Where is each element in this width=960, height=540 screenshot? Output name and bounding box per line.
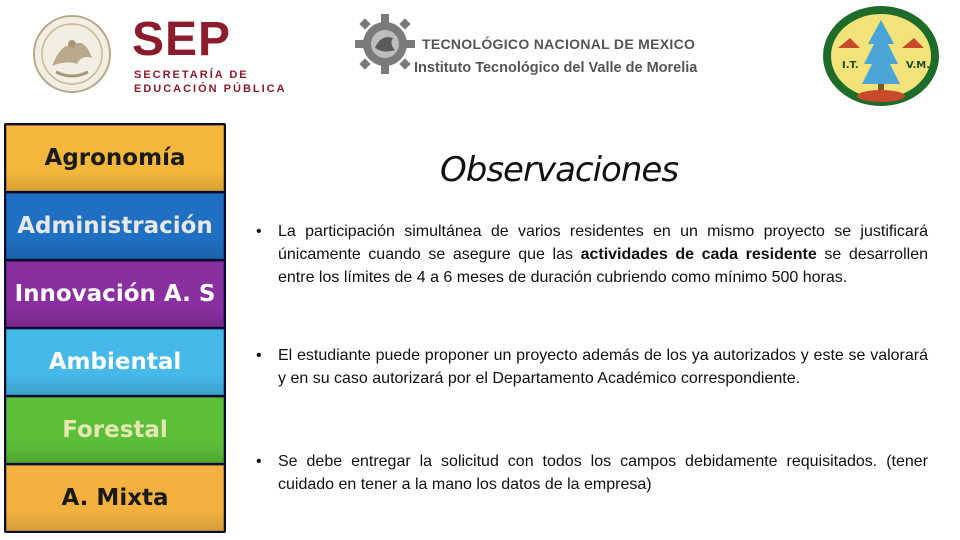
list-item [254, 220, 928, 289]
menu-item-label: Forestal [62, 417, 168, 443]
sep-logo [132, 14, 312, 94]
menu-item-innovacion[interactable] [6, 261, 224, 327]
menu-item-forestal[interactable] [6, 397, 224, 463]
menu-item-label: A. Mixta [61, 485, 169, 511]
tecnm-gear-logo [355, 12, 415, 76]
menu-item-agronomia[interactable] [6, 125, 224, 191]
bullet-text-post: se desarrollen entre los límites de 4 a 6 meses de duración cubriendo como mínimo 500 horas. [278, 246, 928, 286]
tecnm-subtitle: Instituto Tecnológico del Valle de Morelia [414, 60, 698, 76]
itvm-letters-left: I.T. [842, 60, 859, 71]
menu-item-label: Administración [17, 213, 213, 239]
mexico-seal-logo [22, 14, 122, 94]
menu-item-label: Agronomía [44, 145, 186, 171]
sep-subtitle-line2: EDUCACIÓN PÚBLICA [134, 83, 287, 95]
sep-subtitle-line1: SECRETARÍA DE [134, 69, 249, 81]
bullet-text: El estudiante puede proponer un proyecto además de los ya autorizados y este se valorará y en su caso autorizará por el Departamento Académico correspondiente. [278, 347, 928, 387]
page-title: Observaciones [440, 150, 679, 190]
itvm-logo [820, 4, 942, 108]
menu-item-administracion[interactable] [6, 193, 224, 259]
tecnm-title: TECNOLÓGICO NACIONAL DE MEXICO [422, 36, 696, 52]
menu-item-label: Innovación A. S [14, 281, 216, 307]
program-menu [4, 123, 226, 533]
itvm-letters-right: V.M. [906, 60, 930, 71]
sep-subtitle [134, 68, 287, 96]
menu-item-ambiental[interactable] [6, 329, 224, 395]
menu-item-label: Ambiental [48, 349, 182, 375]
sep-title: SEP [132, 13, 232, 66]
bullet-icon: • [256, 223, 262, 240]
bullet-icon: • [256, 453, 262, 470]
header [0, 0, 960, 110]
bullet-text: Se debe entregar la solicitud con todos los campos debidamente requisitados. (tener cuidado en tener a la mano los datos de la empresa) [278, 453, 928, 493]
list-item [254, 344, 928, 390]
bullet-text-pre: La participación simultánea de varios residentes en un mismo proyecto se justificará únicamente cuando se asegure que las [278, 223, 928, 263]
bullet-text-bold: actividades de cada residente [580, 246, 817, 263]
list-item [254, 450, 928, 496]
bullet-icon: • [256, 347, 262, 364]
menu-item-a-mixta[interactable] [6, 465, 224, 531]
